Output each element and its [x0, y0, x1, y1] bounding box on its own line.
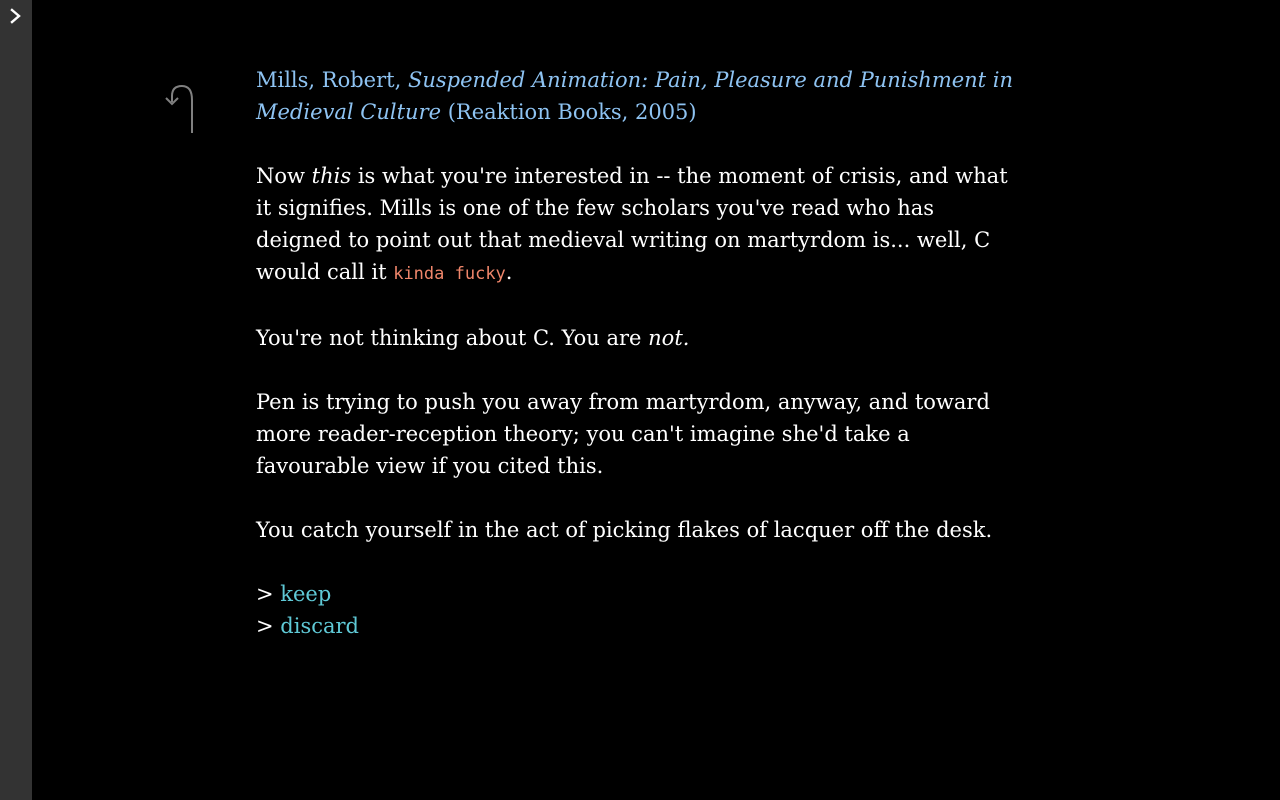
- citation-author: Mills, Robert,: [256, 68, 408, 92]
- back-button[interactable]: [160, 80, 200, 140]
- paragraph-pen: Pen is trying to push you away from martyrdom, anyway, and toward more reader-reception theory; you can't imagine she'd take a favourable view if you cited this.: [256, 390, 990, 478]
- paragraph-not-thinking: [256, 322, 1026, 354]
- emphasis-text: this: [311, 164, 352, 188]
- sidebar: [0, 0, 32, 800]
- choice-keep: [256, 578, 1026, 610]
- discard-link[interactable]: discard: [280, 614, 359, 638]
- paragraph-text: is what you're interested in -- the moment of crisis, and what it signifies. Mills is one of the few scholars you've read who has deigned to point out that medieval writing on martyrdom is... well, C would call it: [256, 164, 1008, 284]
- choice-prompt: >: [256, 614, 281, 638]
- chevron-right-icon: [9, 8, 23, 24]
- paragraph-lacquer: You catch yourself in the act of picking flakes of lacquer off the desk.: [256, 518, 993, 542]
- paragraph-text: Now: [256, 164, 312, 188]
- paragraph-text: You're not thinking about C. You are: [256, 326, 649, 350]
- citation: [256, 64, 1026, 128]
- citation-title: Suspended Animation: Pain, Pleasure and Punishment in Medieval Culture: [256, 68, 1014, 124]
- return-arrow-icon: [160, 80, 200, 140]
- choice-prompt: >: [256, 582, 281, 606]
- story-content: [256, 64, 1026, 642]
- choice-discard: [256, 610, 1026, 642]
- emphasis-text: not.: [648, 326, 690, 350]
- code-text: kinda fucky: [393, 264, 506, 284]
- choice-list: [256, 578, 1026, 642]
- sidebar-toggle-button[interactable]: [0, 0, 32, 32]
- paragraph-text: .: [505, 260, 513, 284]
- citation-publication: (Reaktion Books, 2005): [441, 100, 697, 124]
- keep-link[interactable]: keep: [280, 582, 332, 606]
- paragraph-crisis: [256, 160, 1026, 290]
